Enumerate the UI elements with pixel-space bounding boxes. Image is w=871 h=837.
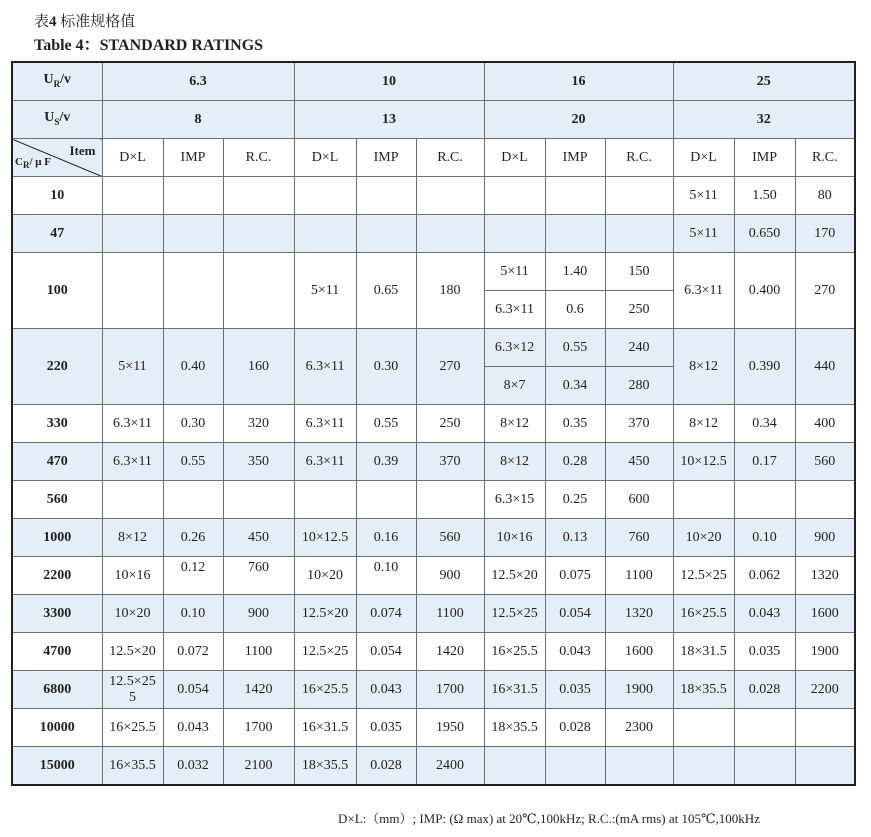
table-cell: 0.054	[545, 595, 605, 633]
table-cell: 18×35.5	[484, 709, 545, 747]
standard-ratings-table	[11, 61, 856, 786]
table-cell: 6.3×11	[102, 405, 163, 443]
col-header: R.C.	[416, 139, 484, 177]
table-cell: 10×20	[673, 519, 734, 557]
us-value: 32	[673, 101, 855, 139]
table-cell: 12.5×20	[294, 595, 356, 633]
table-cell: 0.075	[545, 557, 605, 595]
table-cell: 400	[795, 405, 855, 443]
table-cell: 2200	[795, 671, 855, 709]
table-cell: 18×35.5	[294, 747, 356, 786]
table-cell: 2300	[605, 709, 673, 747]
table-cell: 0.25	[545, 481, 605, 519]
table-cell: 80	[795, 177, 855, 215]
col-header: IMP	[163, 139, 223, 177]
table-cell: 12.5×20	[484, 557, 545, 595]
table-cell: 0.28	[545, 443, 605, 481]
table-cell: 0.035	[356, 709, 416, 747]
table-row	[12, 405, 855, 443]
capacitance-cell: 10000	[12, 709, 102, 747]
table-row	[12, 633, 855, 671]
capacitance-cell: 330	[12, 405, 102, 443]
table-cell: 18×31.5	[673, 633, 734, 671]
capacitance-cell: 560	[12, 481, 102, 519]
table-cell: 1100	[605, 557, 673, 595]
table-cell: 0.062	[734, 557, 795, 595]
table-cell: 12.5×20	[102, 633, 163, 671]
table-cell: 1950	[416, 709, 484, 747]
table-cell: 350	[223, 443, 294, 481]
table-row	[12, 747, 855, 786]
col-header: D×L	[484, 139, 545, 177]
table-cell: 12.5×25	[294, 633, 356, 671]
col-header: IMP	[545, 139, 605, 177]
table-cell: 0.035	[545, 671, 605, 709]
table-cell: 0.650	[734, 215, 795, 253]
table-cell: 8×12	[102, 519, 163, 557]
table-cell: 440	[795, 329, 855, 405]
surge-voltage-row	[12, 101, 855, 139]
table-cell: 270	[795, 253, 855, 329]
capacitance-cell: 47	[12, 215, 102, 253]
us-value: 20	[484, 101, 673, 139]
table-footnote: D×L:（mm）; IMP: (Ω max) at 20℃,100kHz; R.C.:(mA rms) at 105℃,100kHz	[338, 811, 760, 826]
table-cell: 12.5×25 5	[102, 671, 163, 709]
table-cell: 1320	[795, 557, 855, 595]
item-label: Item	[69, 143, 96, 158]
rated-voltage-row	[12, 62, 855, 101]
col-header: D×L	[294, 139, 356, 177]
table-cell: 1900	[795, 633, 855, 671]
table-cell: 16×35.5	[102, 747, 163, 786]
table-cell: 0.55	[545, 329, 605, 367]
col-header: D×L	[673, 139, 734, 177]
ur-value: 25	[673, 62, 855, 101]
table-cell: 1100	[416, 595, 484, 633]
table-cell: 0.043	[545, 633, 605, 671]
ur-value: 10	[294, 62, 484, 101]
table-cell: 270	[416, 329, 484, 405]
table-cell: 0.390	[734, 329, 795, 405]
table-cell: 150	[605, 253, 673, 291]
table-cell: 1420	[416, 633, 484, 671]
table-title-chinese: 表4 标准规格值	[34, 14, 136, 30]
capacitance-cell: 15000	[12, 747, 102, 786]
table-cell: 16×25.5	[102, 709, 163, 747]
table-cell: 16×25.5	[294, 671, 356, 709]
table-cell: 1900	[605, 671, 673, 709]
table-cell: 0.55	[163, 443, 223, 481]
table-cell: 0.054	[163, 671, 223, 709]
table-cell: 10×12.5	[673, 443, 734, 481]
table-row	[12, 557, 855, 595]
table-cell: 1.40	[545, 253, 605, 291]
table-cell: 6.3×11	[294, 405, 356, 443]
table-cell: 320	[223, 405, 294, 443]
table-cell: 5×11	[673, 177, 734, 215]
table-cell: 0.65	[356, 253, 416, 329]
table-cell: 0.39	[356, 443, 416, 481]
table-cell: 450	[223, 519, 294, 557]
ur-value: 16	[484, 62, 673, 101]
col-header: R.C.	[223, 139, 294, 177]
table-cell: 0.34	[734, 405, 795, 443]
table-cell: 0.10	[734, 519, 795, 557]
table-cell: 1600	[605, 633, 673, 671]
table-cell: 900	[223, 595, 294, 633]
table-cell: 8×12	[673, 329, 734, 405]
capacitance-label: $C_R/$ μ F	[15, 155, 51, 170]
table-cell: 16×25.5	[484, 633, 545, 671]
table-row	[12, 443, 855, 481]
table-cell: 10×16	[102, 557, 163, 595]
table-cell: 170	[795, 215, 855, 253]
table-row	[12, 215, 855, 253]
table-row	[12, 481, 855, 519]
table-cell: 0.072	[163, 633, 223, 671]
table-cell: 0.6	[545, 291, 605, 329]
table-cell: 900	[416, 557, 484, 595]
capacitance-cell: 4700	[12, 633, 102, 671]
table-cell: 0.032	[163, 747, 223, 786]
table-title-english: Table 4：STANDARD RATINGS	[34, 37, 264, 54]
capacitance-cell: 2200	[12, 557, 102, 595]
table-cell: 0.028	[545, 709, 605, 747]
table-cell: 0.26	[163, 519, 223, 557]
us-value: 8	[102, 101, 294, 139]
col-header: R.C.	[795, 139, 855, 177]
col-header: IMP	[734, 139, 795, 177]
table-cell: 16×31.5	[294, 709, 356, 747]
table-cell: 0.043	[163, 709, 223, 747]
table-cell: 0.035	[734, 633, 795, 671]
table-cell: 0.16	[356, 519, 416, 557]
table-cell: 2400	[416, 747, 484, 786]
table-cell: 12.5×25	[484, 595, 545, 633]
table-cell: 1.50	[734, 177, 795, 215]
table-cell: 560	[416, 519, 484, 557]
table-cell: 0.55	[356, 405, 416, 443]
table-cell: 0.028	[734, 671, 795, 709]
table-cell: 12.5×25	[673, 557, 734, 595]
table-row	[12, 709, 855, 747]
table-cell: 0.30	[356, 329, 416, 405]
table-cell: 10×12.5	[294, 519, 356, 557]
table-cell: 1600	[795, 595, 855, 633]
table-row	[12, 595, 855, 633]
table-cell: 0.043	[356, 671, 416, 709]
column-header-row	[12, 139, 855, 177]
table-cell: 0.34	[545, 367, 605, 405]
capacitance-cell: 100	[12, 253, 102, 329]
table-cell: 0.17	[734, 443, 795, 481]
table-cell: 6.3×11	[294, 329, 356, 405]
table-cell: 450	[605, 443, 673, 481]
table-cell: 760	[223, 557, 294, 595]
table-cell: 760	[605, 519, 673, 557]
capacitance-cell: 1000	[12, 519, 102, 557]
table-cell: 16×31.5	[484, 671, 545, 709]
col-header: R.C.	[605, 139, 673, 177]
capacitance-cell: 470	[12, 443, 102, 481]
table-cell: 240	[605, 329, 673, 367]
table-cell: 0.10	[356, 557, 416, 595]
table-cell: 0.10	[163, 595, 223, 633]
capacitance-cell: 10	[12, 177, 102, 215]
table-cell: 1700	[223, 709, 294, 747]
table-cell: 1420	[223, 671, 294, 709]
table-cell: 900	[795, 519, 855, 557]
table-cell: 8×12	[484, 443, 545, 481]
table-cell: 10×16	[484, 519, 545, 557]
table-cell: 8×7	[484, 367, 545, 405]
table-cell: 250	[416, 405, 484, 443]
table-row	[12, 253, 855, 291]
table-cell: 0.043	[734, 595, 795, 633]
table-cell: 160	[223, 329, 294, 405]
table-cell: 0.400	[734, 253, 795, 329]
table-cell: 5×11	[294, 253, 356, 329]
table-cell: 0.074	[356, 595, 416, 633]
ur-value: 6.3	[102, 62, 294, 101]
table-row	[12, 671, 855, 709]
table-cell: 5×11	[484, 253, 545, 291]
us-label: $U_S/v$	[12, 101, 102, 139]
table-cell: 1100	[223, 633, 294, 671]
us-value: 13	[294, 101, 484, 139]
table-cell: 0.30	[163, 405, 223, 443]
table-cell: 600	[605, 481, 673, 519]
table-cell: 16×25.5	[673, 595, 734, 633]
table-cell: 18×35.5	[673, 671, 734, 709]
table-cell: 10×20	[294, 557, 356, 595]
table-cell: 180	[416, 253, 484, 329]
capacitance-cell: 6800	[12, 671, 102, 709]
table-cell: 0.054	[356, 633, 416, 671]
table-cell: 0.028	[356, 747, 416, 786]
table-cell: 370	[416, 443, 484, 481]
table-cell: 6.3×11	[673, 253, 734, 329]
capacitance-cell: 220	[12, 329, 102, 405]
table-cell: 250	[605, 291, 673, 329]
col-header: IMP	[356, 139, 416, 177]
table-cell: 8×12	[484, 405, 545, 443]
table-cell: 6.3×12	[484, 329, 545, 367]
table-cell: 560	[795, 443, 855, 481]
table-cell: 280	[605, 367, 673, 405]
table-cell: 10×20	[102, 595, 163, 633]
table-cell: 0.40	[163, 329, 223, 405]
table-cell: 6.3×11	[102, 443, 163, 481]
table-cell: 0.12	[163, 557, 223, 595]
table-row	[12, 177, 855, 215]
ur-label: $U_R/v$	[12, 62, 102, 101]
table-row	[12, 329, 855, 367]
table-cell: 0.13	[545, 519, 605, 557]
table-cell: 5×11	[673, 215, 734, 253]
table-row	[12, 519, 855, 557]
table-cell: 5×11	[102, 329, 163, 405]
table-cell: 1700	[416, 671, 484, 709]
table-cell: 1320	[605, 595, 673, 633]
table-cell: 8×12	[673, 405, 734, 443]
capacitance-cell: 3300	[12, 595, 102, 633]
table-cell: 2100	[223, 747, 294, 786]
col-header: D×L	[102, 139, 163, 177]
diagonal-header-cell	[12, 139, 102, 177]
table-cell: 6.3×11	[484, 291, 545, 329]
table-cell: 0.35	[545, 405, 605, 443]
table-cell: 370	[605, 405, 673, 443]
table-cell: 6.3×11	[294, 443, 356, 481]
table-cell: 6.3×15	[484, 481, 545, 519]
